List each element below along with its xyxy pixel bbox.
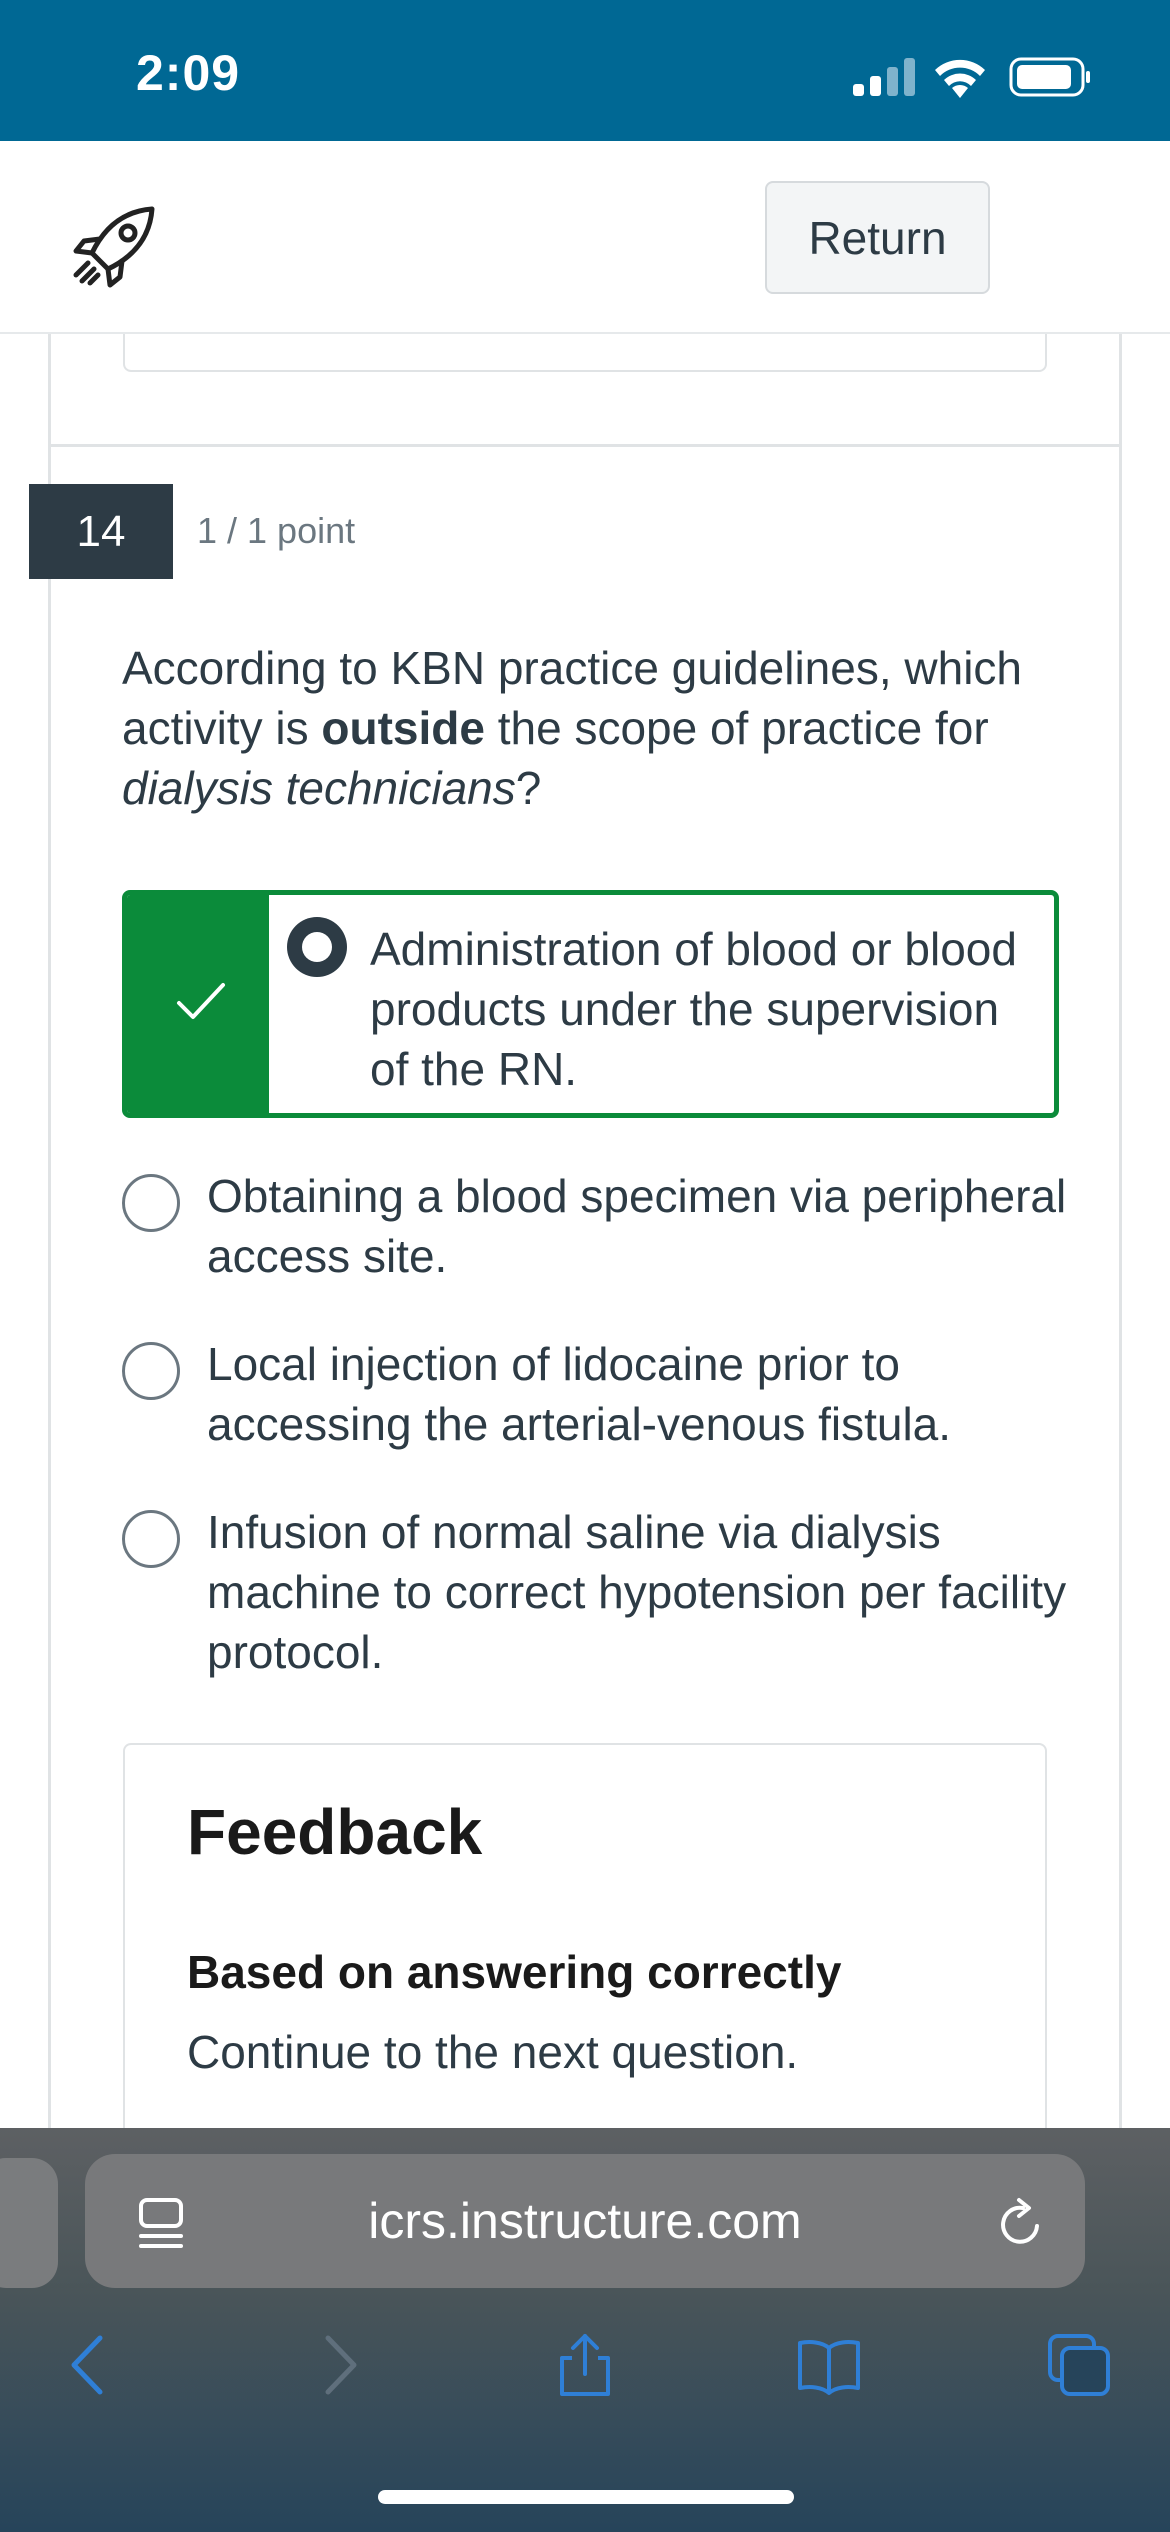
radio-button[interactable] <box>122 1510 180 1568</box>
bookmarks-icon[interactable] <box>796 2332 862 2398</box>
tabs-icon[interactable] <box>1046 2332 1112 2398</box>
answer-text: Administration of blood or blood products under the supervision of the RN. <box>370 923 1017 1095</box>
status-bar <box>0 0 1170 141</box>
address-bar[interactable] <box>85 2154 1085 2288</box>
feedback-card <box>123 1743 1047 2143</box>
wifi-icon <box>932 56 988 98</box>
feedback-subtitle: Based on answering correctly <box>187 1946 842 1998</box>
prompt-bold: outside <box>321 702 485 754</box>
correct-indicator <box>127 895 269 1113</box>
back-icon[interactable] <box>56 2332 122 2398</box>
question-prompt <box>122 638 1082 818</box>
share-icon[interactable] <box>552 2332 618 2398</box>
answer-text: Infusion of normal saline via dialysis machine to correct hypotension per facility protocol. <box>207 1506 1067 1678</box>
app-header <box>0 141 1170 334</box>
prompt-text-middle: the scope of practice for <box>484 702 989 754</box>
previous-question-card <box>123 334 1047 372</box>
answer-option-correct[interactable] <box>122 890 1059 1118</box>
answer-option[interactable] <box>122 1166 1082 1296</box>
battery-icon <box>1009 56 1091 98</box>
return-button[interactable]: Return <box>765 181 990 294</box>
answer-option[interactable] <box>122 1334 1082 1464</box>
feedback-title: Feedback <box>187 1796 483 1868</box>
feedback-text: Continue to the next question. <box>187 2026 799 2078</box>
radio-button[interactable] <box>122 1342 180 1400</box>
forward-icon[interactable] <box>306 2332 372 2398</box>
answer-text: Local injection of lidocaine prior to accessing the arterial-venous fistula. <box>207 1338 952 1450</box>
radio-button[interactable] <box>122 1174 180 1232</box>
url-text[interactable]: icrs.instructure.com <box>368 2193 802 2249</box>
status-time: 2:09 <box>136 45 241 101</box>
rocket-icon <box>70 201 160 291</box>
home-indicator[interactable] <box>378 2490 794 2504</box>
checkmark-icon <box>175 975 227 1027</box>
question-number-badge: 14 <box>29 484 173 579</box>
answer-option[interactable] <box>122 1502 1082 1692</box>
radio-selected[interactable] <box>287 917 347 977</box>
prompt-italic: dialysis technicians <box>122 762 516 814</box>
answer-text: Obtaining a blood specimen via peripheral access site. <box>207 1170 1067 1282</box>
question-divider <box>48 444 1122 447</box>
signal-icon <box>853 58 915 96</box>
prompt-text-start: According to KBN practice guidelines, which activity is <box>122 642 1023 754</box>
question-points: 1 / 1 point <box>197 510 356 551</box>
prompt-text-end: ? <box>515 762 542 814</box>
browser-toolbar <box>0 2128 1170 2532</box>
previous-tab-stub[interactable] <box>0 2158 58 2288</box>
reload-icon[interactable] <box>993 2196 1049 2252</box>
